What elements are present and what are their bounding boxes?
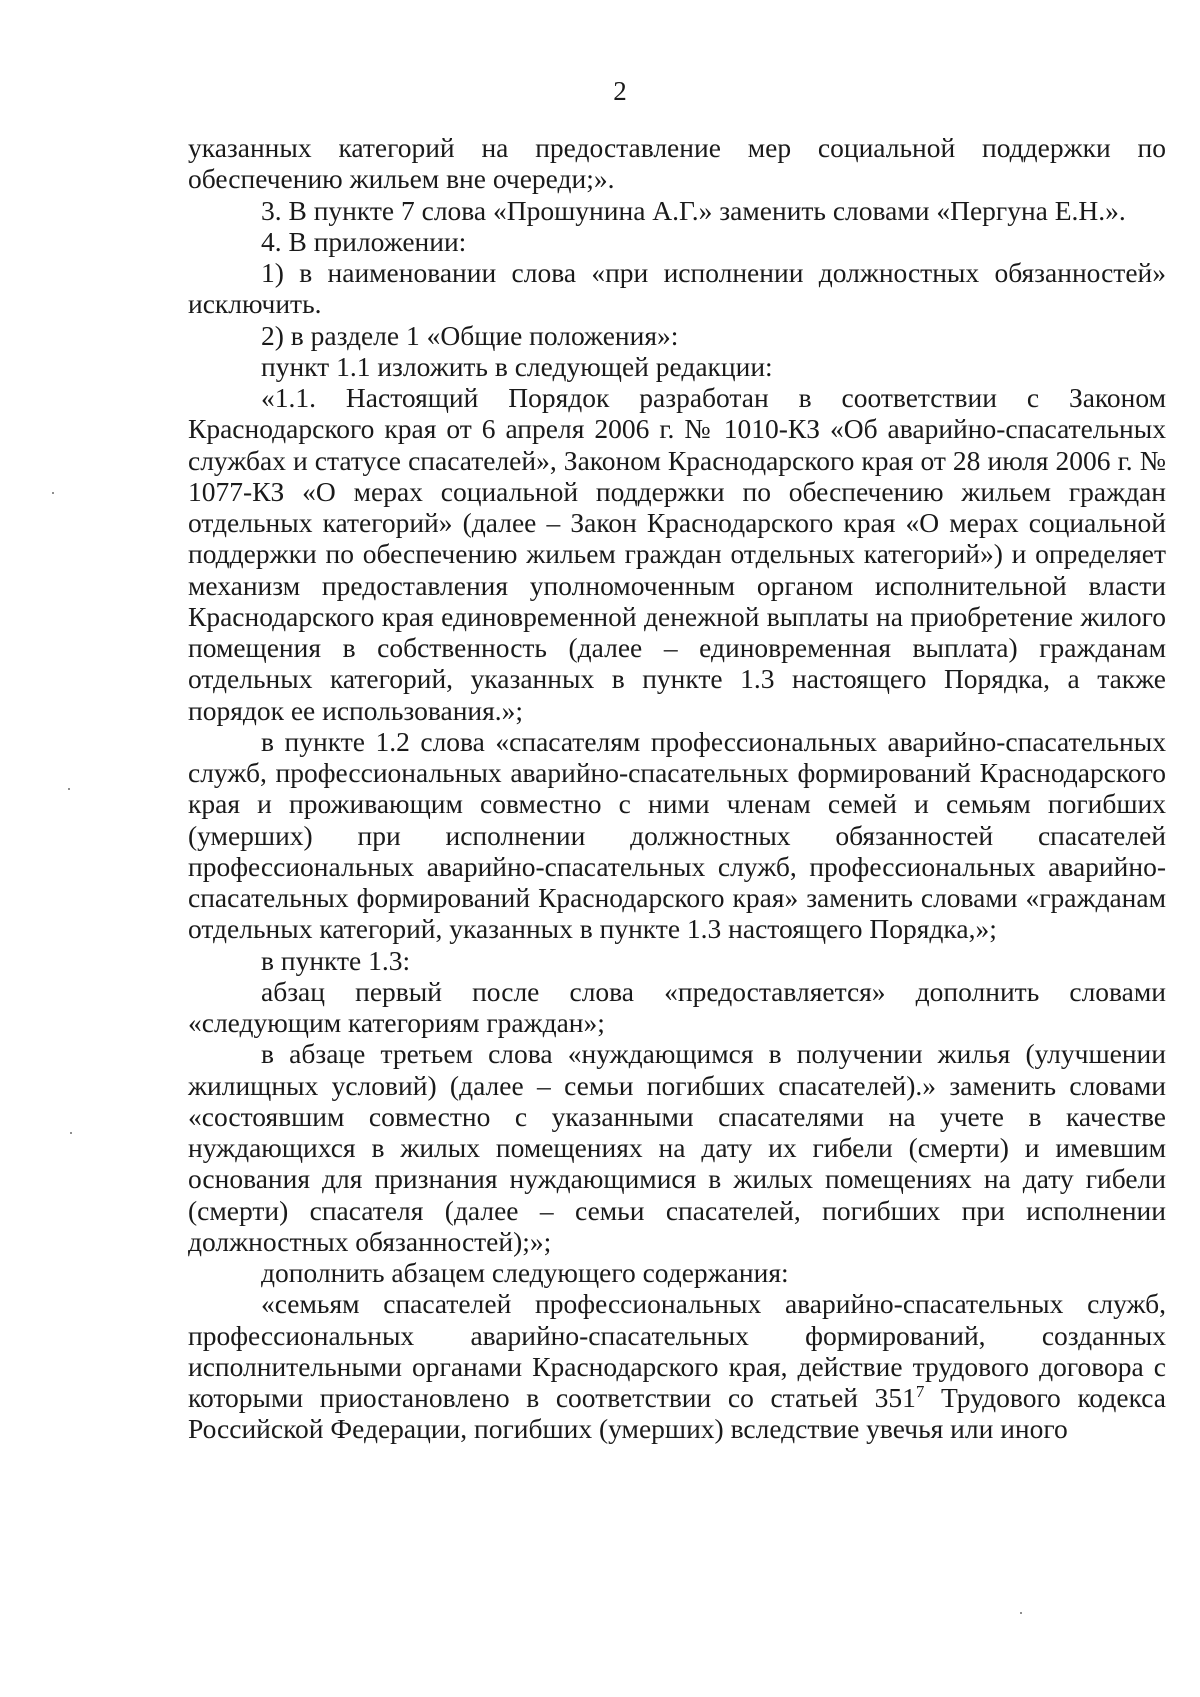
paragraph-13-text: «семьям спасателей профессиональных аварийно-спасательных служб, профессиональных аварийно-спасательных формирований, созданных исполнительными органами Краснодарского края, действие трудового договора с которыми приостановлено в соответствии со статьей 351 (188, 1288, 1166, 1413)
paragraph-7: «1.1. Настоящий Порядок разработан в соответствии с Законом Краснодарского края от 6 апреля 2006 г. № 1010-КЗ «Об аварийно-спасательных службах и статусе спасателей», Законом Краснодарского края от 28 июля 2006 г. № 1077-КЗ «О мерах социальной поддержки по обеспечению жильем граждан отдельных категорий» (далее – Закон Краснодарского края «О мерах социальной поддержки по обеспечению жильем граждан отдельных категорий») и определяет механизм предоставления уполномоченным органом исполнительной власти Краснодарского края единовременной денежной выплаты на приобретение жилого помещения в собственность (далее – единовременная выплата) гражданам отдельных категорий, указанных в пункте 1.3 настоящего Порядка, а также порядок ее использования.»; (188, 382, 1166, 726)
paragraph-9: в пункте 1.3: (261, 944, 411, 976)
paragraph-4: 1) в наименовании слова «при исполнении должностных обязанностей» исключить. (188, 257, 1166, 320)
paragraph-13-text-cont: Трудового кодекса Российской Федерации, погибших (умерших) вследствие увечья или иного (188, 1382, 1166, 1445)
paragraph-8: в пункте 1.2 слова «спасателям профессиональных аварийно-спасательных служб, профессиональных аварийно-спасательных формирований Краснодарского края и проживающим совместно с ними членам семей и семьям погибших (умерших) при исполнении должностных обязанностей спасателей профессиональных аварийно-спасательных служб, профессиональных аварийно-спасательных формирований Краснодарского края» заменить словами «гражданам отдельных категорий, указанных в пункте 1.3 настоящего Порядка,»; (188, 725, 1166, 945)
scan-speck (1020, 1612, 1022, 1614)
scan-speck (70, 1132, 72, 1134)
page-number: 2 (613, 76, 627, 106)
paragraph-5: 2) в разделе 1 «Общие положения»: (261, 319, 679, 351)
scan-speck (52, 492, 54, 494)
document-body (188, 132, 1166, 1445)
paragraph-11: в абзаце третьем слова «нуждающимся в получении жилья (улучшении жилищных условий) (далее – семьи погибших спасателей).» заменить словами «состоявшим совместно с указанными спасателями на учете в качестве нуждающихся в жилых помещениях на дату их гибели (смерти) и имевшим основания для признания нуждающимися в жилых помещениях на дату гибели (смерти) спасателя (далее – семьи спасателей, погибших при исполнении должностных обязанностей);»; (188, 1038, 1166, 1257)
paragraph-10: абзац первый после слова «предоставляется» дополнить словами «следующим категориям граждан»; (188, 975, 1166, 1038)
paragraph-2: 3. В пункте 7 слова «Прошунина А.Г.» заменить словами «Пергуна Е.Н.». (261, 194, 1126, 226)
paragraph-12: дополнить абзацем следующего содержания: (261, 1257, 789, 1288)
paragraph-13 (188, 1288, 1166, 1444)
paragraph-3: 4. В приложении: (261, 225, 467, 257)
article-superscript: 7 (915, 1382, 925, 1401)
scan-speck (68, 788, 70, 790)
paragraph-1: указанных категорий на предоставление мер социальной поддержки по обеспечению жильем вне очереди;». (188, 132, 1166, 195)
paragraph-6: пункт 1.1 изложить в следующей редакции: (261, 350, 773, 382)
